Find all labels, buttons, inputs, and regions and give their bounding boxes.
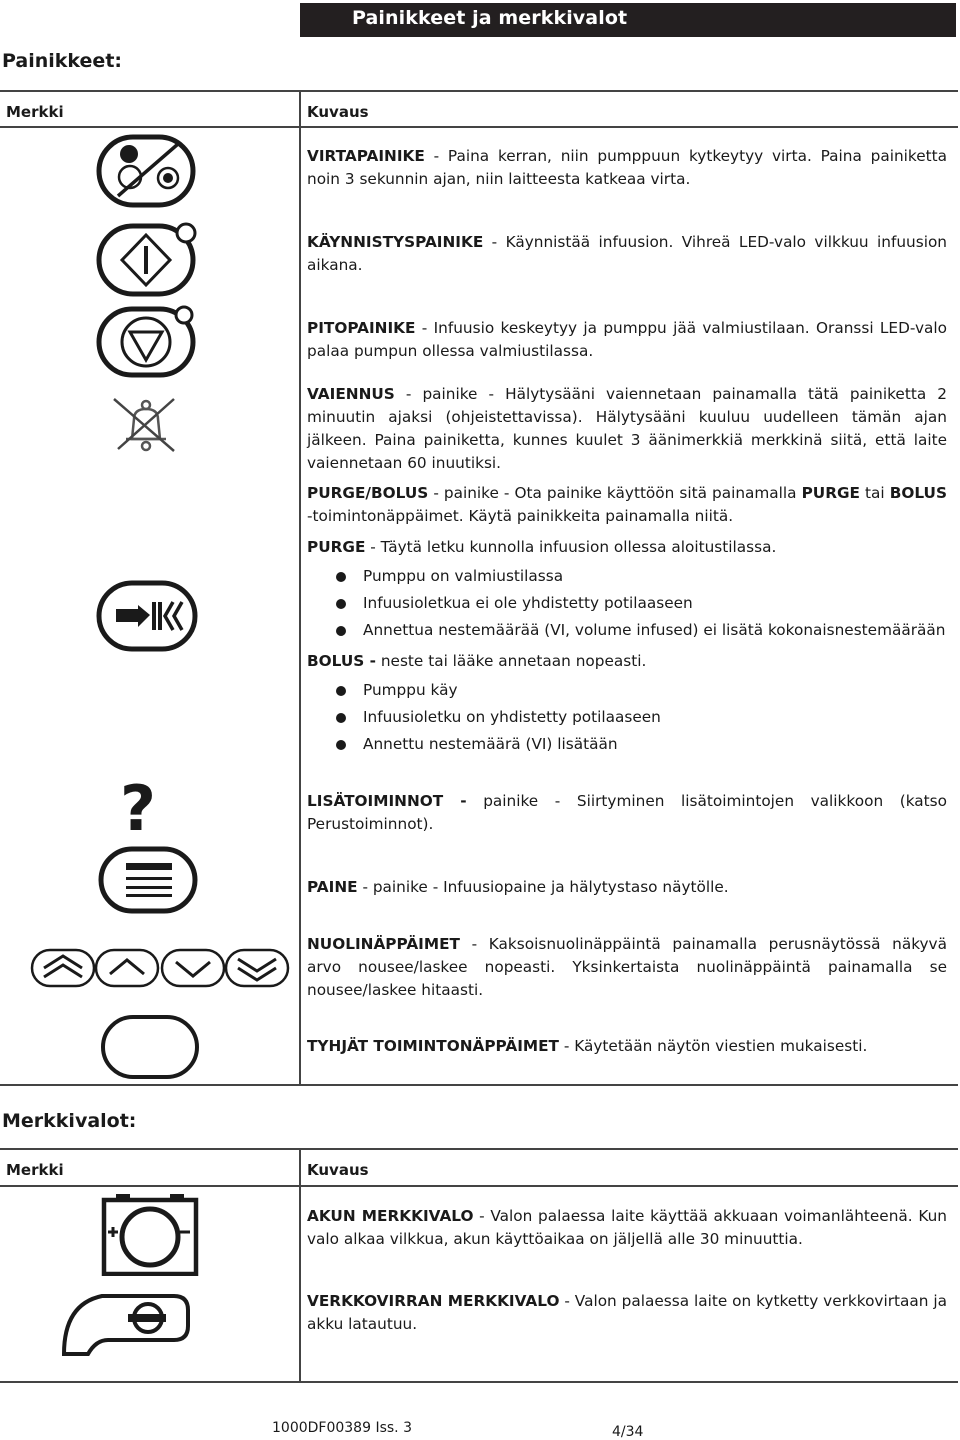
blank-softkey-icon bbox=[100, 1014, 200, 1080]
list-item: Annettua nestemäärää (VI, volume infused) ei lisätä kokonaisnestemäärään bbox=[307, 617, 947, 644]
hold-button-description: PITOPAINIKE - Infuusio keskeytyy ja pumppu jää valmiustilaan. Oranssi LED-valo palaa pumpun ollessa valmiustilassa. bbox=[307, 319, 947, 360]
table-top-rule bbox=[0, 90, 958, 92]
indicators-description-column-header: Kuvaus bbox=[307, 1161, 369, 1179]
arrow-keys-icon bbox=[30, 946, 290, 990]
page-header bbox=[300, 3, 956, 37]
pressure-button-icon bbox=[98, 846, 202, 916]
silence-alarm-icon bbox=[110, 393, 182, 459]
power-button-icon bbox=[96, 134, 196, 208]
table-bottom-rule bbox=[0, 1084, 958, 1086]
question-mark-icon bbox=[106, 780, 170, 836]
indicators-table-header-rule bbox=[0, 1185, 958, 1187]
indicators-column-divider bbox=[299, 1148, 301, 1382]
indicators-symbol-column-header: Merkki bbox=[6, 1161, 64, 1179]
power-button-description: VIRTAPAINIKE - Paina kerran, niin pumppuun kytkeytyy virta. Paina painiketta noin 3 sekunnin ajan, niin laitteesta katkeaa virta. bbox=[307, 147, 947, 188]
purge-line: PURGE - Täytä letku kunnolla infuusion ollessa aloitustilassa. bbox=[307, 538, 777, 556]
start-button-description: KÄYNNISTYSPAINIKE - Käynnistää infuusion. Vihreä LED-valo vilkkuu infuusion aikana. bbox=[307, 233, 947, 274]
description-column-header: Kuvaus bbox=[307, 103, 369, 121]
battery-indicator-description: AKUN MERKKIVALO - Valon palaessa laite käyttää akkuaan voimanlähteenä. Kun valo alkaa vilkkua, akun käyttöaikaa on jäljellä alle 30 minuuttia. bbox=[307, 1207, 947, 1248]
battery-indicator-icon bbox=[98, 1190, 204, 1276]
blank-keys-description: TYHJÄT TOIMINTONÄPPÄIMET - Käytetään näytön viestien mukaisesti. bbox=[307, 1037, 868, 1055]
extra-functions-description: LISÄTOIMINNOT - painike - Siirtyminen lisätoimintojen valikkoon (katso Perustoiminnot). bbox=[307, 792, 947, 833]
purge-bullet-list bbox=[307, 563, 947, 644]
pressure-button-description: PAINE - painike - Infuusiopaine ja hälytystaso näytölle. bbox=[307, 878, 729, 896]
bolus-line: BOLUS - neste tai lääke annetaan nopeasti. bbox=[307, 652, 647, 670]
table-header-rule bbox=[0, 126, 958, 128]
list-item: Pumppu käy bbox=[307, 677, 947, 704]
start-button-icon bbox=[96, 218, 200, 298]
bolus-bullet-list bbox=[307, 677, 947, 758]
list-item: Infuusioletkua ei ole yhdistetty potilaaseen bbox=[307, 590, 947, 617]
hold-button-icon bbox=[96, 304, 200, 380]
symbol-column-header: Merkki bbox=[6, 103, 64, 121]
document-number: 1000DF00389 Iss. 3 bbox=[272, 1420, 412, 1436]
purge-bolus-description: PURGE/BOLUS - painike - Ota painike käyttöön sitä painamalla PURGE tai BOLUS -toimintonäppäimet. Käytä painikkeita painamalla niitä. PURGE - Täytä letku kunnolla infuusion ollessa aloitustilassa. Pumppu on valmiustilassa Infuusioletkua ei ole yhdistetty potilaaseen Annettua nestemäärää (VI, volume infused) ei lisätä kokonaisnestemäärään BOLUS - neste tai lääke annetaan nopeasti. Pumppu käy Infuusioletku on yhdistetty potilaaseen Annettu nestemäärä (VI) lisätään bbox=[307, 482, 947, 764]
list-item: Annettu nestemäärä (VI) lisätään bbox=[307, 731, 947, 758]
column-divider bbox=[299, 90, 301, 1085]
silence-button-description: VAIENNUS - painike - Hälytysääni vaiennetaan painamalla tätä painiketta 2 minuutin ajaksi (ohjeistettavissa). Hälytysääni kuuluu uudelleen tämän ajan jälkeen. Paina painiketta, kunnes kuulet 3 äänimerkkiä merkkinä siitä, että laite vaiennetaan 60 inuutiksi. bbox=[307, 385, 947, 472]
list-item: Infuusioletku on yhdistetty potilaaseen bbox=[307, 704, 947, 731]
svg-text:?: ? bbox=[120, 780, 156, 836]
mains-indicator-description: VERKKOVIRRAN MERKKIVALO - Valon palaessa laite on kytketty verkkovirtaan ja akku latautuu. bbox=[307, 1292, 947, 1333]
page-title: Painikkeet ja merkkivalot bbox=[352, 7, 628, 29]
page-number: 4/34 bbox=[612, 1424, 644, 1440]
indicators-section-title: Merkkivalot: bbox=[2, 1110, 137, 1132]
buttons-section-title: Painikkeet: bbox=[2, 50, 123, 72]
indicators-table-bottom-rule bbox=[0, 1381, 958, 1383]
purge-bolus-icon bbox=[96, 580, 200, 654]
mains-power-plug-icon bbox=[58, 1282, 198, 1364]
list-item: Pumppu on valmiustilassa bbox=[307, 563, 947, 590]
arrow-keys-description: NUOLINÄPPÄIMET - Kaksoisnuolinäppäintä painamalla perusnäytössä näkyvä arvo nousee/laskee nopeasti. Yksinkertaista nuolinäppäintä painamalla se nousee/laskee hitaasti. bbox=[307, 935, 947, 999]
indicators-table-top-rule bbox=[0, 1148, 958, 1150]
